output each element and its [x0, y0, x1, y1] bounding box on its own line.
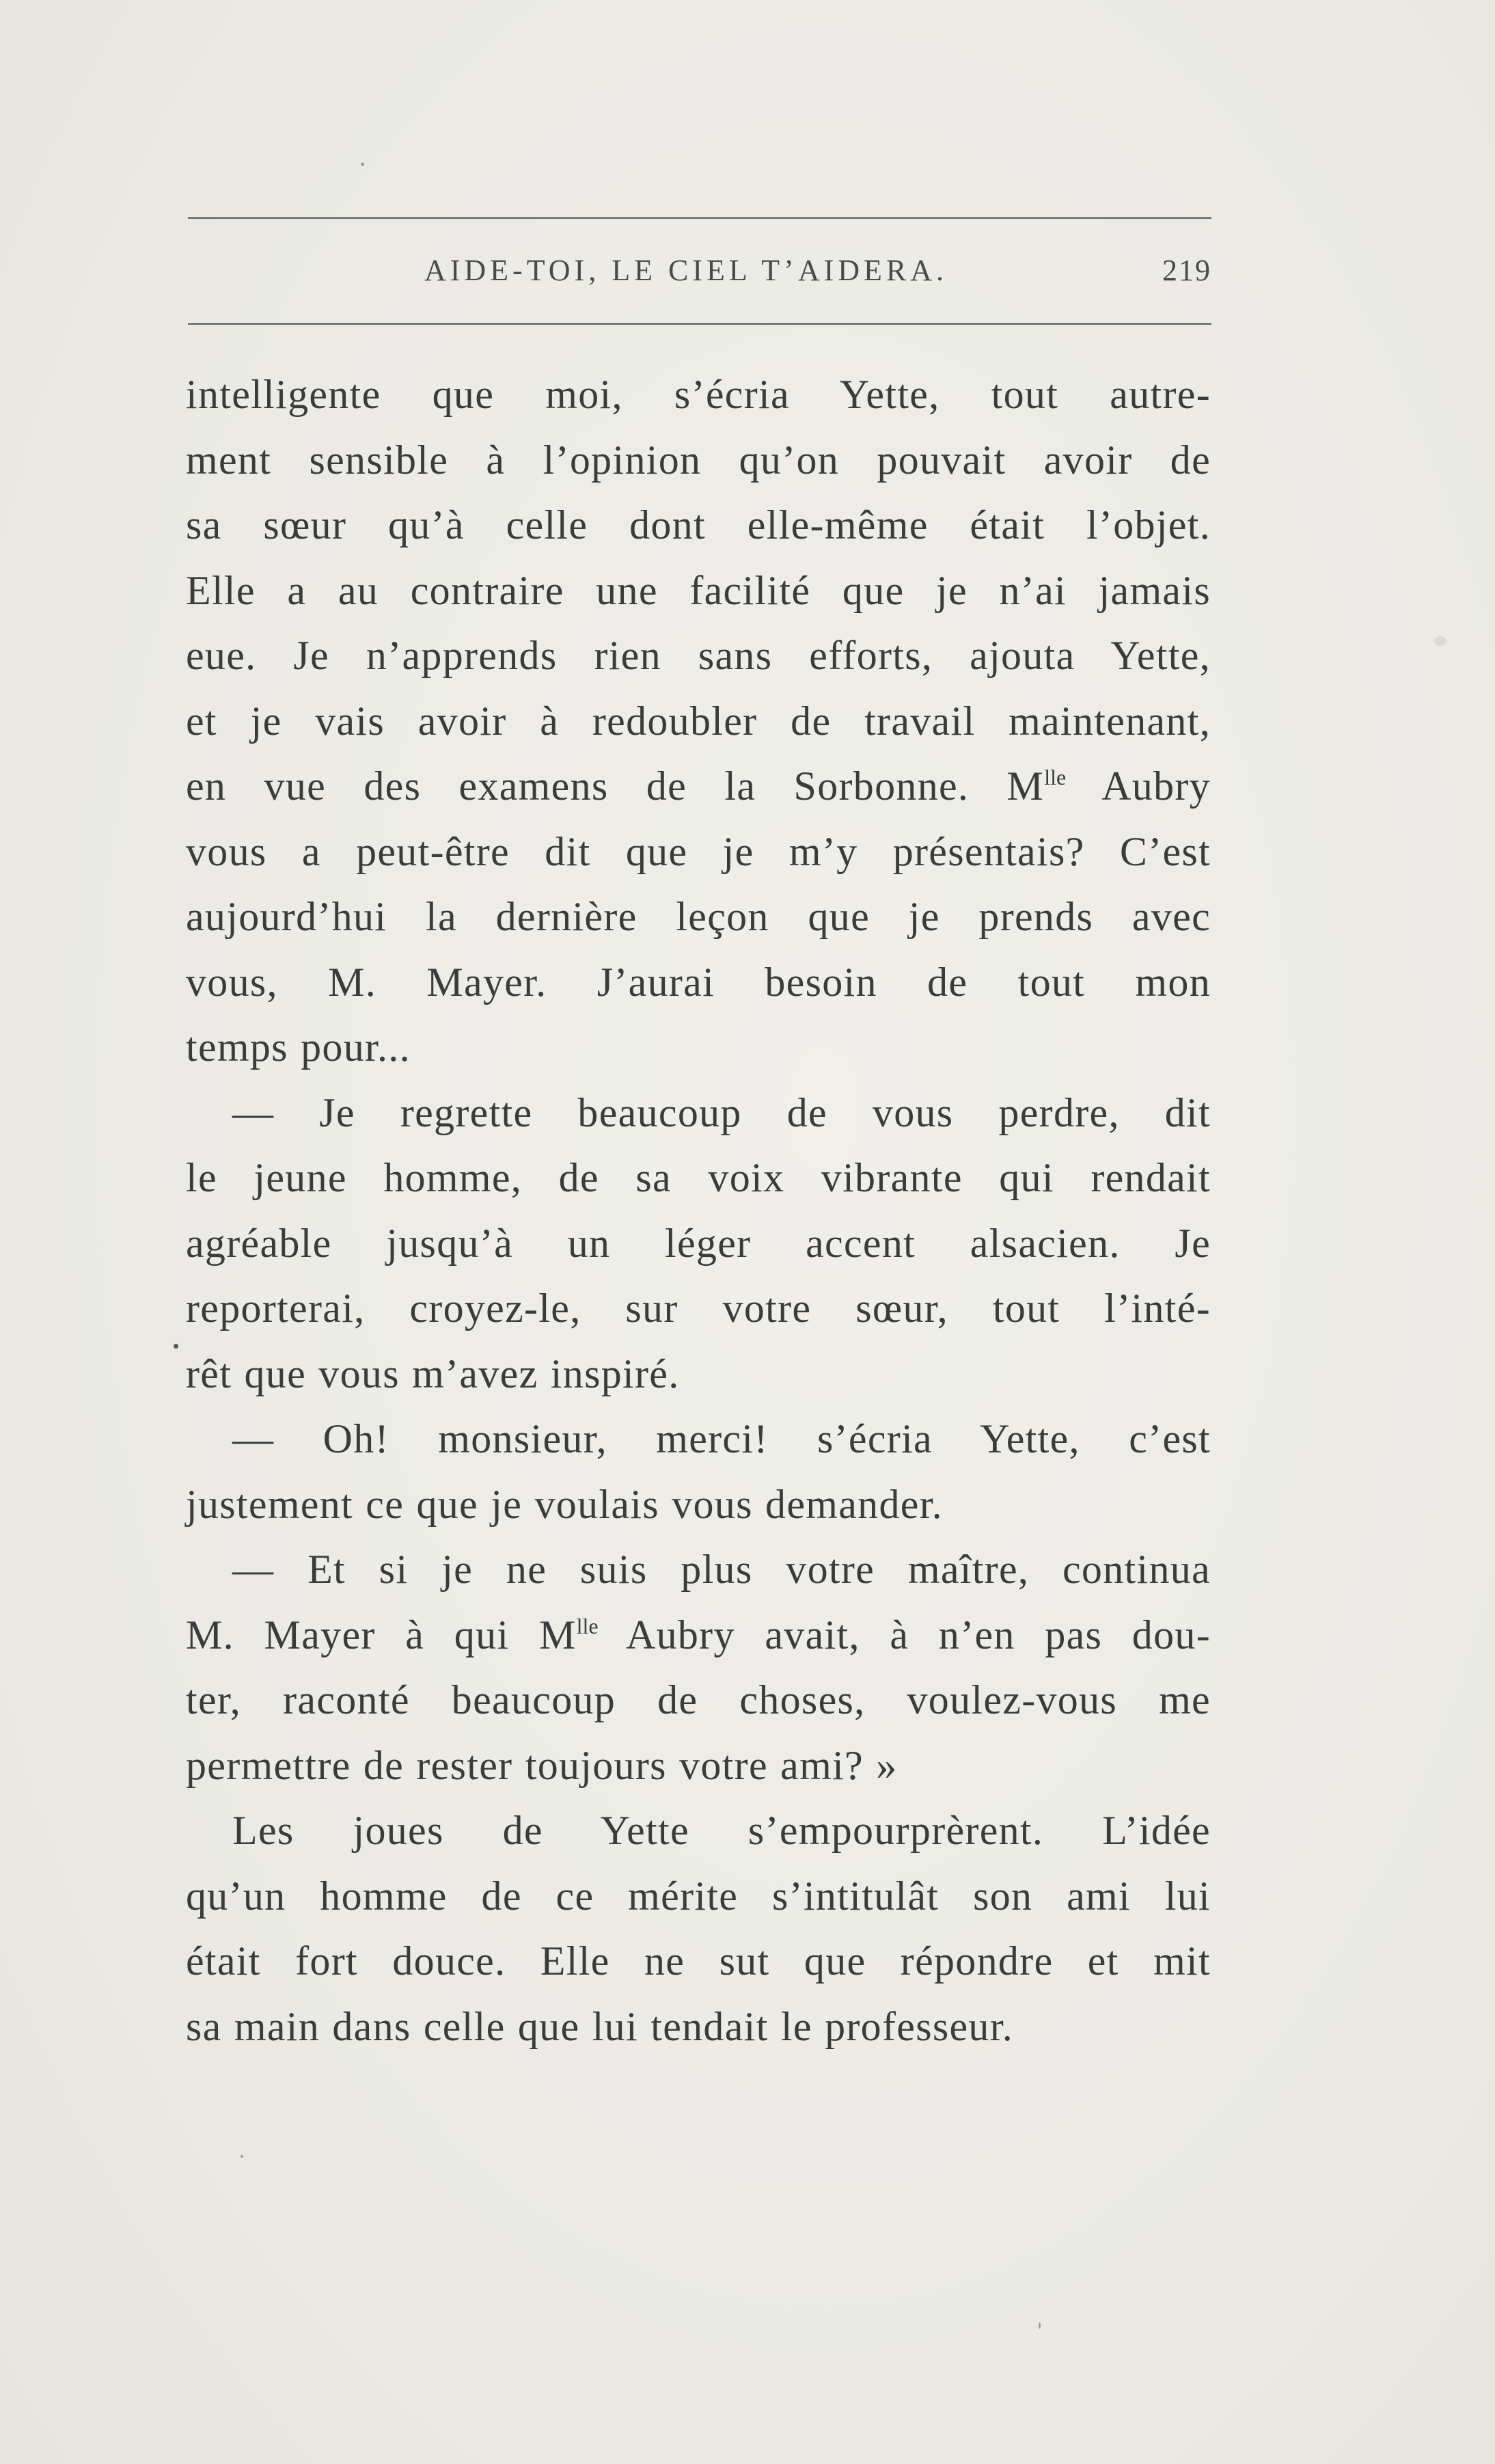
text-fragment: M. Mayer à qui [186, 1612, 510, 1657]
body-text [186, 362, 1211, 2059]
text-line: reporterai, croyez-le, sur votre sœur, tout l’inté- [186, 1286, 1211, 1331]
text-line: Les joues de Yette s’empourprèrent. L’idée [232, 1808, 1211, 1853]
text-line: qu’un homme de ce mérite s’intitulât son ami lui [186, 1873, 1211, 1919]
text-line: ter, raconté beaucoup de choses, voulez-vous me [186, 1677, 1211, 1722]
page-number: 219 [1162, 254, 1211, 287]
text-fragment: Aubry avait, à n’en pas dou- [625, 1612, 1211, 1657]
text-line: sa sœur qu’à celle dont elle-même était l’objet. [186, 502, 1211, 547]
text-line: était fort douce. Elle ne sut que répondre et mit [186, 1938, 1211, 1984]
title-abbrev-superscript: lle [576, 1613, 599, 1638]
paper-speck [1039, 2323, 1041, 2329]
title-abbrev-superscript: lle [1044, 765, 1067, 789]
text-fragment: en vue des examens de la Sorbonne. [186, 763, 970, 809]
text-line: — Oh! monsieur, merci! s’écria Yette, c’est [232, 1416, 1211, 1461]
text-line: permettre de rester toujours votre ami? » [186, 1742, 898, 1788]
text-line [186, 1603, 1211, 1668]
text-line: sa main dans celle que lui tendait le professeur. [186, 2003, 1013, 2049]
text-line: — Et si je ne suis plus votre maître, continua [232, 1547, 1211, 1592]
text-line: intelligente que moi, s’écria Yette, tout autre- [186, 372, 1211, 417]
text-line: agréable jusqu’à un léger accent alsacien. Je [186, 1220, 1211, 1266]
text-line [186, 754, 1211, 820]
text-line: justement ce que je voulais vous demander. [186, 1481, 943, 1527]
title-abbrev: M [1006, 763, 1045, 809]
paper-speck [361, 163, 364, 166]
text-line: Elle a au contraire une facilité que je n’ai jamais [186, 567, 1211, 613]
text-line: — Je regrette beaucoup de vous perdre, dit [232, 1089, 1211, 1135]
text-line: ment sensible à l’opinion qu’on pouvait avoir de [186, 437, 1211, 483]
paper-speck [241, 2155, 243, 2158]
header-rule-bottom [188, 323, 1211, 325]
text-line: temps pour... [186, 1025, 411, 1070]
text-line: vous, M. Mayer. J’aurai besoin de tout mon [186, 959, 1211, 1005]
text-line: et je vais avoir à redoubler de travail maintenant, [186, 698, 1211, 744]
running-head [188, 253, 1211, 294]
text-fragment: Aubry [1101, 763, 1211, 809]
text-line: eue. Je n’apprends rien sans efforts, ajouta Yette, [186, 633, 1211, 678]
paper-speck [1434, 636, 1446, 646]
header-rule-top [188, 217, 1211, 219]
text-line: aujourd’hui la dernière leçon que je prends avec [186, 894, 1211, 939]
paper-speck [174, 1344, 178, 1349]
text-line: vous a peut-être dit que je m’y présentais? C’est [186, 828, 1211, 874]
title-abbrev: M [538, 1612, 577, 1657]
running-title: AIDE-TOI, LE CIEL T’AIDERA. [424, 254, 948, 287]
text-line: rêt que vous m’avez inspiré. [186, 1351, 680, 1396]
text-line: le jeune homme, de sa voix vibrante qui rendait [186, 1155, 1211, 1200]
